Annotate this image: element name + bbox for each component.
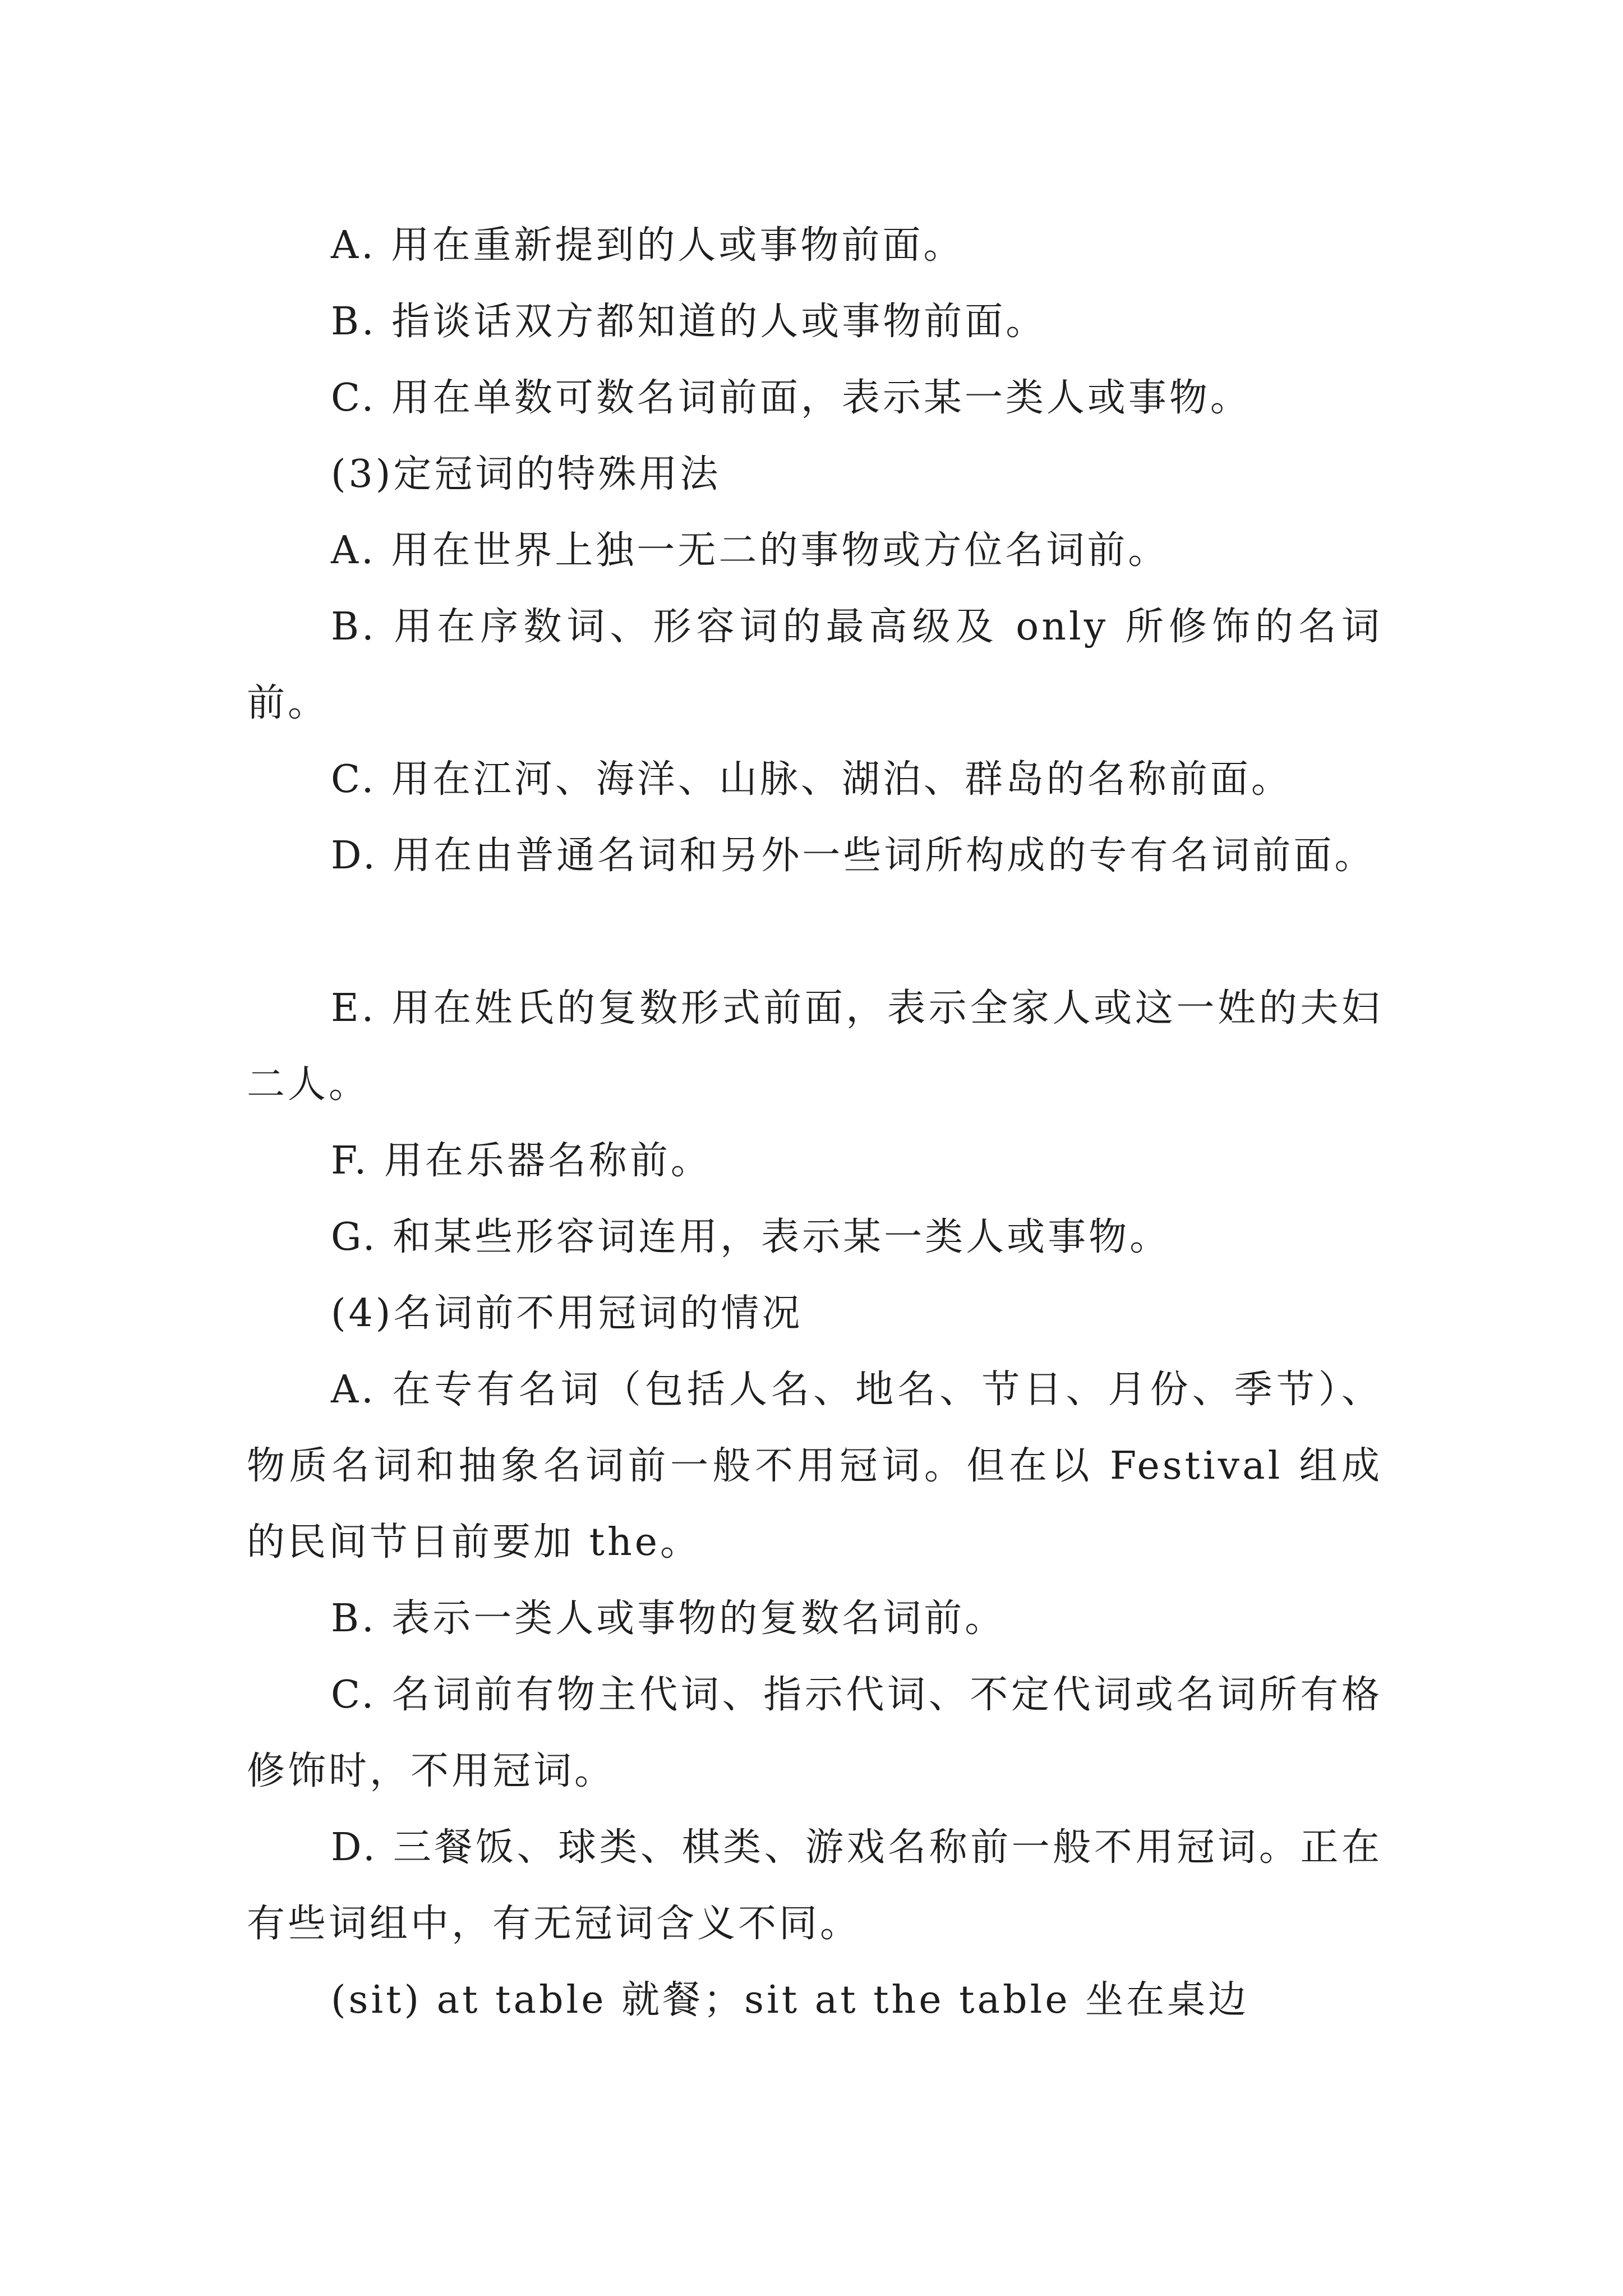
paragraph-16: D. 三餐饭、球类、棋类、游戏名称前一般不用冠词。正在有些词组中，有无冠词含义不同。 xyxy=(247,1825,1382,1946)
paragraph-9: E. 用在姓氏的复数形式前面，表示全家人或这一姓的夫妇二人。 xyxy=(247,986,1382,1107)
paragraph-17: (sit) at table 就餐；sit at the table 坐在桌边 xyxy=(331,1978,1249,2022)
paragraph-10: F. 用在乐器名称前。 xyxy=(331,1139,712,1183)
paragraph-11: G. 和某些形容词连用，表示某一类人或事物。 xyxy=(331,1215,1171,1259)
paragraph-6: B. 用在序数词、形容词的最高级及 only 所修饰的名词前。 xyxy=(247,605,1382,725)
paragraph-2: B. 指谈话双方都知道的人或事物前面。 xyxy=(331,300,1047,344)
section-heading-4: (4)名词前不用冠词的情况 xyxy=(331,1291,803,1336)
paragraph-13: A. 在专有名词（包括人名、地名、节日、月份、季节）、物质名词和抽象名词前一般不用冠词。但在以 Festival 组成的民间节日前要加 the。 xyxy=(247,1368,1382,1565)
paragraph-15: C. 名词前有物主代词、指示代词、不定代词或名词所有格修饰时，不用冠词。 xyxy=(247,1673,1382,1793)
paragraph-14: B. 表示一类人或事物的复数名词前。 xyxy=(331,1596,1006,1641)
section-heading-3: (3)定冠词的特殊用法 xyxy=(331,452,721,496)
paragraph-5: A. 用在世界上独一无二的事物或方位名词前。 xyxy=(331,528,1169,573)
paragraph-1: A. 用在重新提到的人或事物前面。 xyxy=(331,223,965,268)
paragraph-7: C. 用在江河、海洋、山脉、湖泊、群岛的名称前面。 xyxy=(331,757,1292,802)
paragraph-3: C. 用在单数可数名词前面，表示某一类人或事物。 xyxy=(331,376,1251,420)
paragraph-8: D. 用在由普通名词和另外一些词所构成的专有名词前面。 xyxy=(331,834,1376,878)
